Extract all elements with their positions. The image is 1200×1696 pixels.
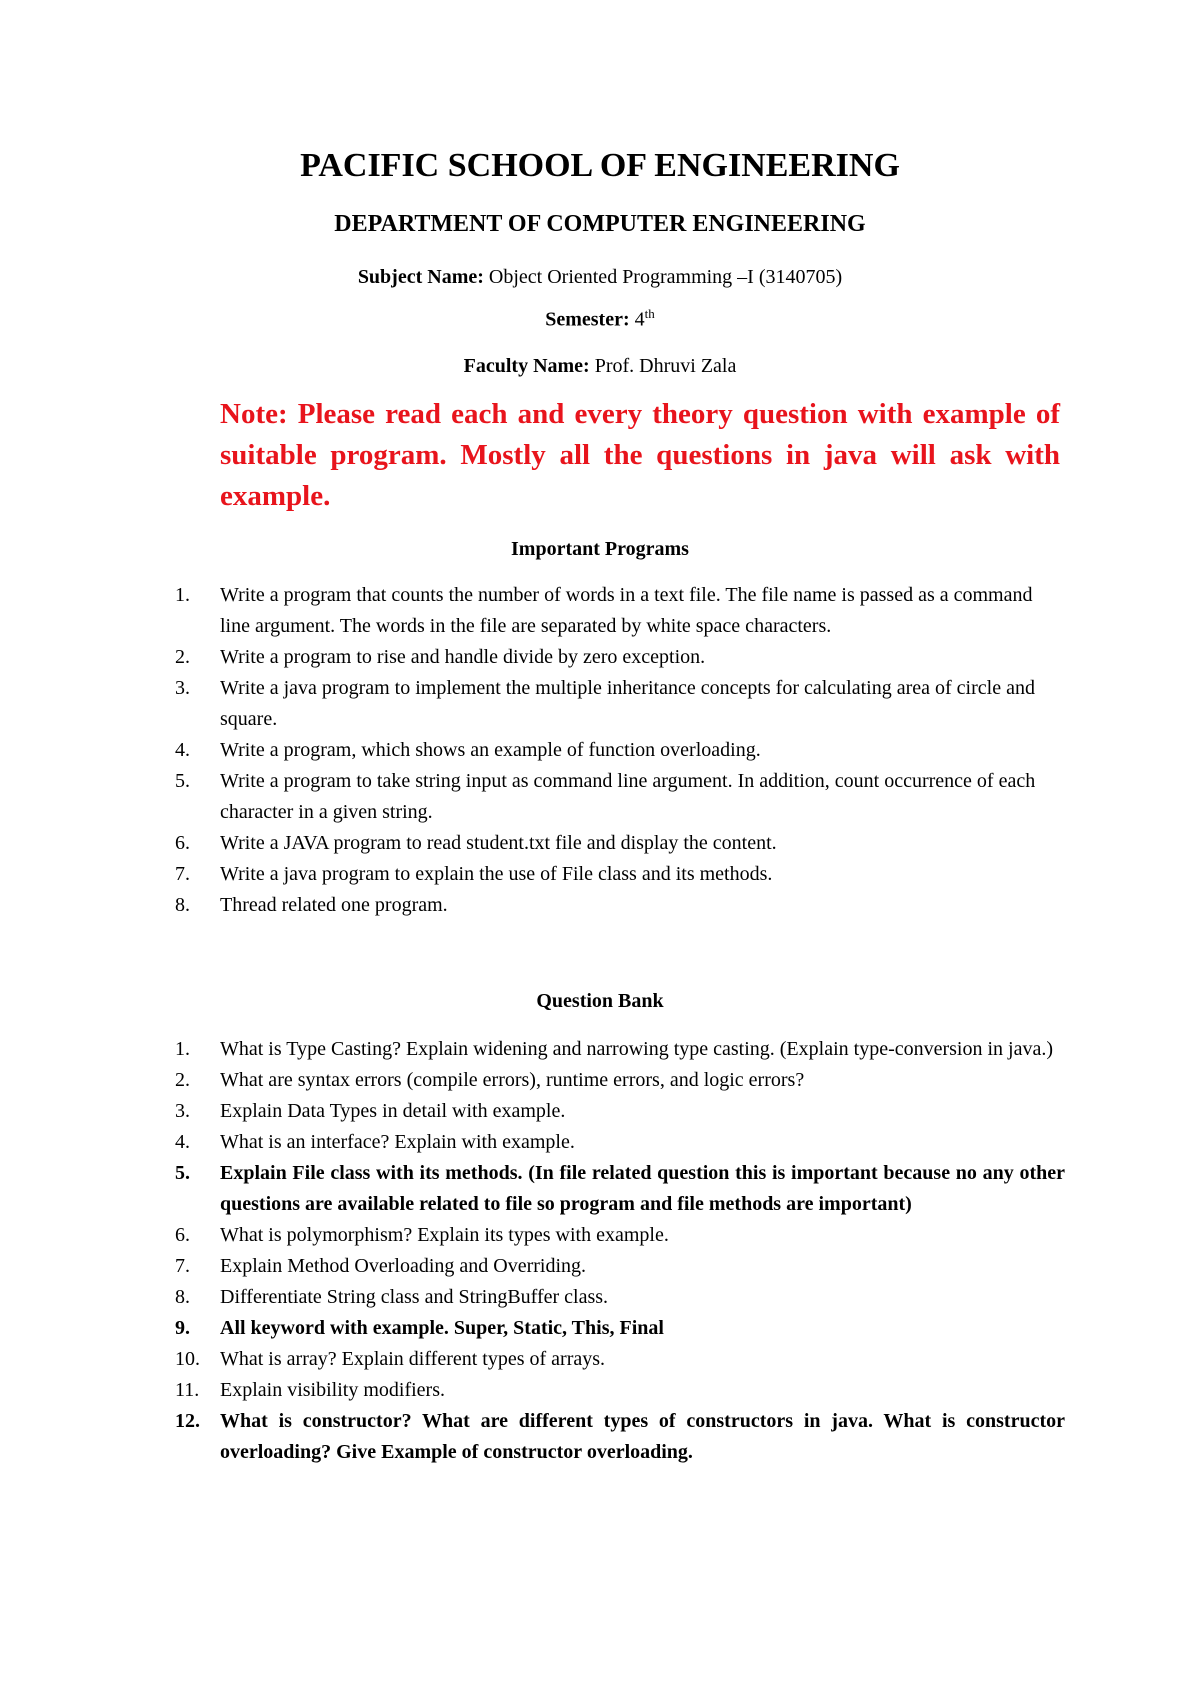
item-number: 8. [175, 894, 190, 916]
item-text: Write a java program to explain the use of File class and its methods. [220, 863, 773, 885]
item-number: 7. [175, 863, 190, 885]
item-text: What is constructor? What are different types of constructors in java. What is constructor overloading? Give Example of constructor overloading. [220, 1410, 1065, 1463]
item-text: Write a JAVA program to read student.txt file and display the content. [220, 832, 777, 854]
item-text: Explain Data Types in detail with example. [220, 1100, 566, 1122]
list-item [175, 766, 1065, 828]
list-item [175, 1251, 1065, 1282]
item-text: Explain Method Overloading and Overriding. [220, 1255, 587, 1277]
semester-value: 4 [634, 308, 645, 331]
semester-suffix: th [644, 306, 655, 321]
item-number: 1. [175, 584, 190, 606]
list-item [175, 1344, 1065, 1375]
item-number: 4. [175, 739, 190, 761]
list-item [175, 1406, 1065, 1468]
faculty-line [0, 355, 1200, 378]
item-text: Write a program to rise and handle divide by zero exception. [220, 646, 706, 668]
item-text: Write a java program to implement the multiple inheritance concepts for calculating area of circle and square. [220, 677, 1035, 730]
item-text: Write a program that counts the number of words in a text file. The file name is passed as a command line argument. The words in the file are separated by white space characters. [220, 584, 1033, 637]
list-item [175, 580, 1065, 642]
semester-label: Semester: [545, 308, 630, 331]
item-text: Differentiate String class and StringBuffer class. [220, 1286, 609, 1308]
list-item [175, 673, 1065, 735]
question-bank-list [175, 1034, 1065, 1468]
item-number: 8. [175, 1286, 190, 1308]
item-text: What is array? Explain different types of arrays. [220, 1348, 606, 1370]
item-number: 11. [175, 1379, 200, 1401]
list-item [175, 1065, 1065, 1096]
semester-line [0, 306, 1200, 332]
item-number: 10. [175, 1348, 200, 1370]
important-programs-list [175, 580, 1065, 921]
item-number: 7. [175, 1255, 190, 1277]
list-item [175, 1096, 1065, 1127]
item-text: What is polymorphism? Explain its types with example. [220, 1224, 669, 1246]
item-number: 3. [175, 1100, 190, 1122]
item-text: Explain visibility modifiers. [220, 1379, 445, 1401]
item-number: 9. [175, 1317, 190, 1339]
item-number: 6. [175, 832, 190, 854]
list-item [175, 1158, 1065, 1220]
item-text: What is Type Casting? Explain widening and narrowing type casting. (Explain type-conversion in java.) [220, 1038, 1054, 1060]
list-item [175, 859, 1065, 890]
list-item [175, 1127, 1065, 1158]
school-name: PACIFIC SCHOOL OF ENGINEERING [300, 147, 900, 184]
list-item [175, 1282, 1065, 1313]
list-item [175, 890, 1065, 921]
item-number: 12. [175, 1410, 200, 1432]
item-text: Explain File class with its methods. (In file related question this is important because no any other questions are available related to file so program and file methods are important) [220, 1162, 1065, 1215]
item-number: 1. [175, 1038, 190, 1060]
subject-value: Object Oriented Programming –I (3140705) [488, 266, 843, 288]
list-item [175, 735, 1065, 766]
item-number: 5. [175, 770, 190, 792]
list-item [175, 1034, 1065, 1065]
faculty-label: Faculty Name: [463, 355, 590, 377]
question-bank-title: Question Bank [536, 990, 664, 1012]
list-item [175, 642, 1065, 673]
item-text: What are syntax errors (compile errors), runtime errors, and logic errors? [220, 1069, 805, 1091]
list-item [175, 1313, 1065, 1344]
item-text: Write a program to take string input as command line argument. In addition, count occurrence of each character in a given string. [220, 770, 1036, 823]
subject-label: Subject Name: [357, 266, 484, 288]
subject-line [0, 266, 1200, 289]
item-number: 2. [175, 1069, 190, 1091]
list-item [175, 828, 1065, 859]
item-number: 2. [175, 646, 190, 668]
item-number: 6. [175, 1224, 190, 1246]
list-item [175, 1375, 1065, 1406]
faculty-value: Prof. Dhruvi Zala [594, 355, 737, 377]
item-text: All keyword with example. Super, Static, This, Final [220, 1317, 664, 1339]
item-number: 4. [175, 1131, 190, 1153]
item-text: Write a program, which shows an example of function overloading. [220, 739, 761, 761]
note-text: Note: Please read each and every theory question with example of suitable program. Mostly all the questions in java will ask with example. [220, 398, 1060, 512]
item-number: 3. [175, 677, 190, 699]
department-name: DEPARTMENT OF COMPUTER ENGINEERING [334, 211, 866, 237]
list-item [175, 1220, 1065, 1251]
item-number: 5. [175, 1162, 190, 1184]
important-programs-title: Important Programs [511, 538, 689, 560]
item-text: What is an interface? Explain with example. [220, 1131, 575, 1153]
item-text: Thread related one program. [220, 894, 448, 916]
